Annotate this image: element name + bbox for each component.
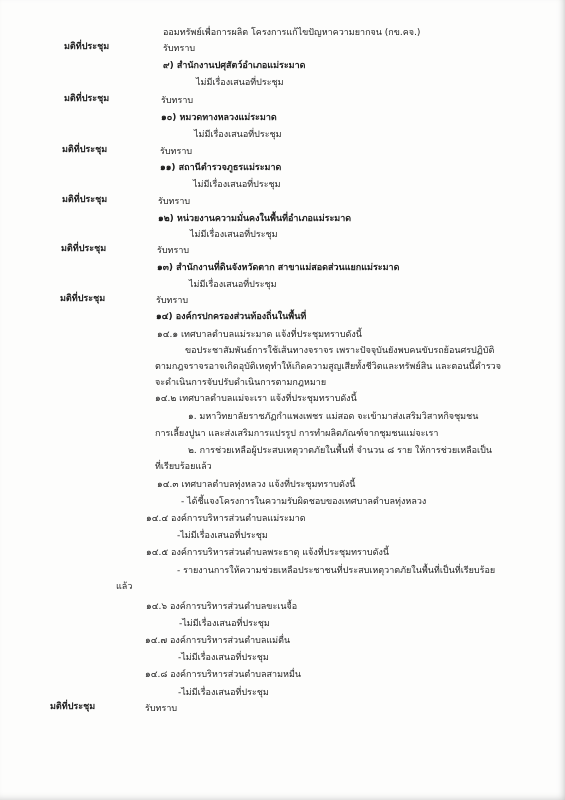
section-heading: ๑๔) องค์กรปกครองส่วนท้องถิ่นในพื้นที่	[156, 312, 307, 322]
resolution-label: มติที่ประชุม	[64, 94, 110, 104]
resolution-label: มติที่ประชุม	[50, 702, 96, 712]
body-text-line: - ได้ชี้แจงโครงการในความรับผิดชอบของเทศบาลตำบลทุ่งหลวง	[181, 497, 427, 507]
body-text-line: ๑. มหาวิทยาลัยราชภัฏกำแพงเพชร แม่สอด จะเข้ามาส่งเสริมวิสาหกิจชุมชน	[188, 412, 479, 422]
body-text-line: ออมทรัพย์เพื่อการผลิต โครงการแก้ไขปัญหาความยากจน (กข.คจ.)	[163, 28, 421, 38]
body-text-line: ๑๔.๓ เทศบาลตำบลทุ่งหลวง แจ้งที่ประชุมทราบดังนี้	[157, 480, 356, 490]
section-heading: ๑๓) สำนักงานที่ดินจังหวัดตาก สาขาแม่สอดส่วนแยกแม่ระมาด	[157, 263, 400, 273]
body-text-line: ๑๔.๑ เทศบาลตำบลแม่ระมาด แจ้งที่ประชุมทราบดังนี้	[157, 330, 362, 340]
body-text-line: ขอประชาสัมพันธ์การใช้เส้นทางจราจร เพราะปัจจุบันยังพบคนขับรถย้อนศรปฏิบัติ	[185, 346, 495, 356]
section-heading: ๙) สำนักงานปศุสัตว์อำเภอแม่ระมาด	[163, 61, 306, 71]
section-heading: ๑๒) หน่วยงานความมั่นคงในพื้นที่อำเภอแม่ระมาด	[158, 214, 352, 224]
body-text-line: ๑๔.๔ องค์การบริหารส่วนตำบลแม่ระมาด	[146, 514, 306, 524]
section-heading: ๑๐) หมวดทางหลวงแม่ระมาด	[161, 113, 277, 123]
body-text-line: ๑๔.๕ องค์การบริหารส่วนตำบลพระธาตุ แจ้งที่ประชุมทราบดังนี้	[146, 548, 390, 558]
resolution-label: มติที่ประชุม	[64, 42, 110, 52]
resolution-value: รับทราบ	[158, 197, 191, 207]
resolution-value: รับทราบ	[160, 147, 193, 157]
resolution-value: รับทราบ	[157, 246, 190, 256]
body-text-line: ไม่มีเรื่องเสนอที่ประชุม	[189, 280, 277, 290]
body-text-line: ไม่มีเรื่องเสนอที่ประชุม	[190, 230, 278, 240]
resolution-label: มติที่ประชุม	[60, 294, 106, 304]
body-text-line: จะดำเนินการจับปรับดำเนินการตามกฎหมาย	[155, 378, 327, 388]
body-text-line: -ไม่มีเรื่องเสนอที่ประชุม	[178, 653, 269, 663]
body-text-line: ๑๔.๗ องค์การบริหารส่วนตำบลแม่ตื่น	[145, 636, 291, 646]
body-text-line: ที่เรียบร้อยแล้ว	[155, 462, 212, 472]
body-text-line: ๑๔.๖ องค์การบริหารส่วนตำบลขะเนจื้อ	[146, 602, 298, 612]
body-text-line: ไม่มีเรื่องเสนอที่ประชุม	[193, 180, 281, 190]
body-text-line: ตามกฎจราจรอาจเกิดอุบัติเหตุทำให้เกิดความสูญเสียทั้งชีวิตและทรัพย์สิน และตอนนี้ตำรวจ	[155, 362, 501, 372]
resolution-label: มติที่ประชุม	[61, 244, 107, 254]
body-text-line: ๑๔.๘ องค์การบริหารส่วนตำบลสามหมื่น	[145, 670, 302, 680]
body-text-line: -ไม่มีเรื่องเสนอที่ประชุม	[178, 688, 269, 698]
body-text-line: -ไม่มีเรื่องเสนอที่ประชุม	[177, 531, 268, 541]
resolution-value: รับทราบ	[145, 704, 178, 714]
resolution-label: มติที่ประชุม	[62, 145, 108, 155]
body-text-line: ไม่มีเรื่องเสนอที่ประชุม	[194, 130, 282, 140]
resolution-value: รับทราบ	[163, 44, 196, 54]
body-text-line: ๑๔.๒ เทศบาลตำบลแม่จะเรา แจ้งที่ประชุมทราบดังนี้	[155, 394, 357, 404]
resolution-label: มติที่ประชุม	[62, 195, 108, 205]
body-text-line: ไม่มีเรื่องเสนอที่ประชุม	[196, 78, 284, 88]
section-heading: ๑๑) สถานีตำรวจภูธรแม่ระมาด	[160, 163, 282, 173]
body-text-line: -ไม่มีเรื่องเสนอที่ประชุม	[179, 619, 270, 629]
body-text-line: การเลี้ยงปูนา และส่งเสริมการแปรรูป การทำผลิตภัณฑ์จากชุมชนแม่จะเรา	[155, 429, 439, 439]
resolution-value: รับทราบ	[161, 96, 194, 106]
body-text-line: ๒. การช่วยเหลือผู้ประสบเหตุวาตภัยในพื้นที่ จำนวน ๘ ราย ให้การช่วยเหลือเป็น	[188, 446, 492, 456]
body-text-line: - รายงานการให้ความช่วยเหลือประชาชนที่ประสบเหตุวาตภัยในพื้นที่เป็นที่เรียบร้อย	[177, 566, 496, 576]
resolution-value: รับทราบ	[156, 296, 189, 306]
body-text-line: แล้ว	[116, 582, 133, 592]
